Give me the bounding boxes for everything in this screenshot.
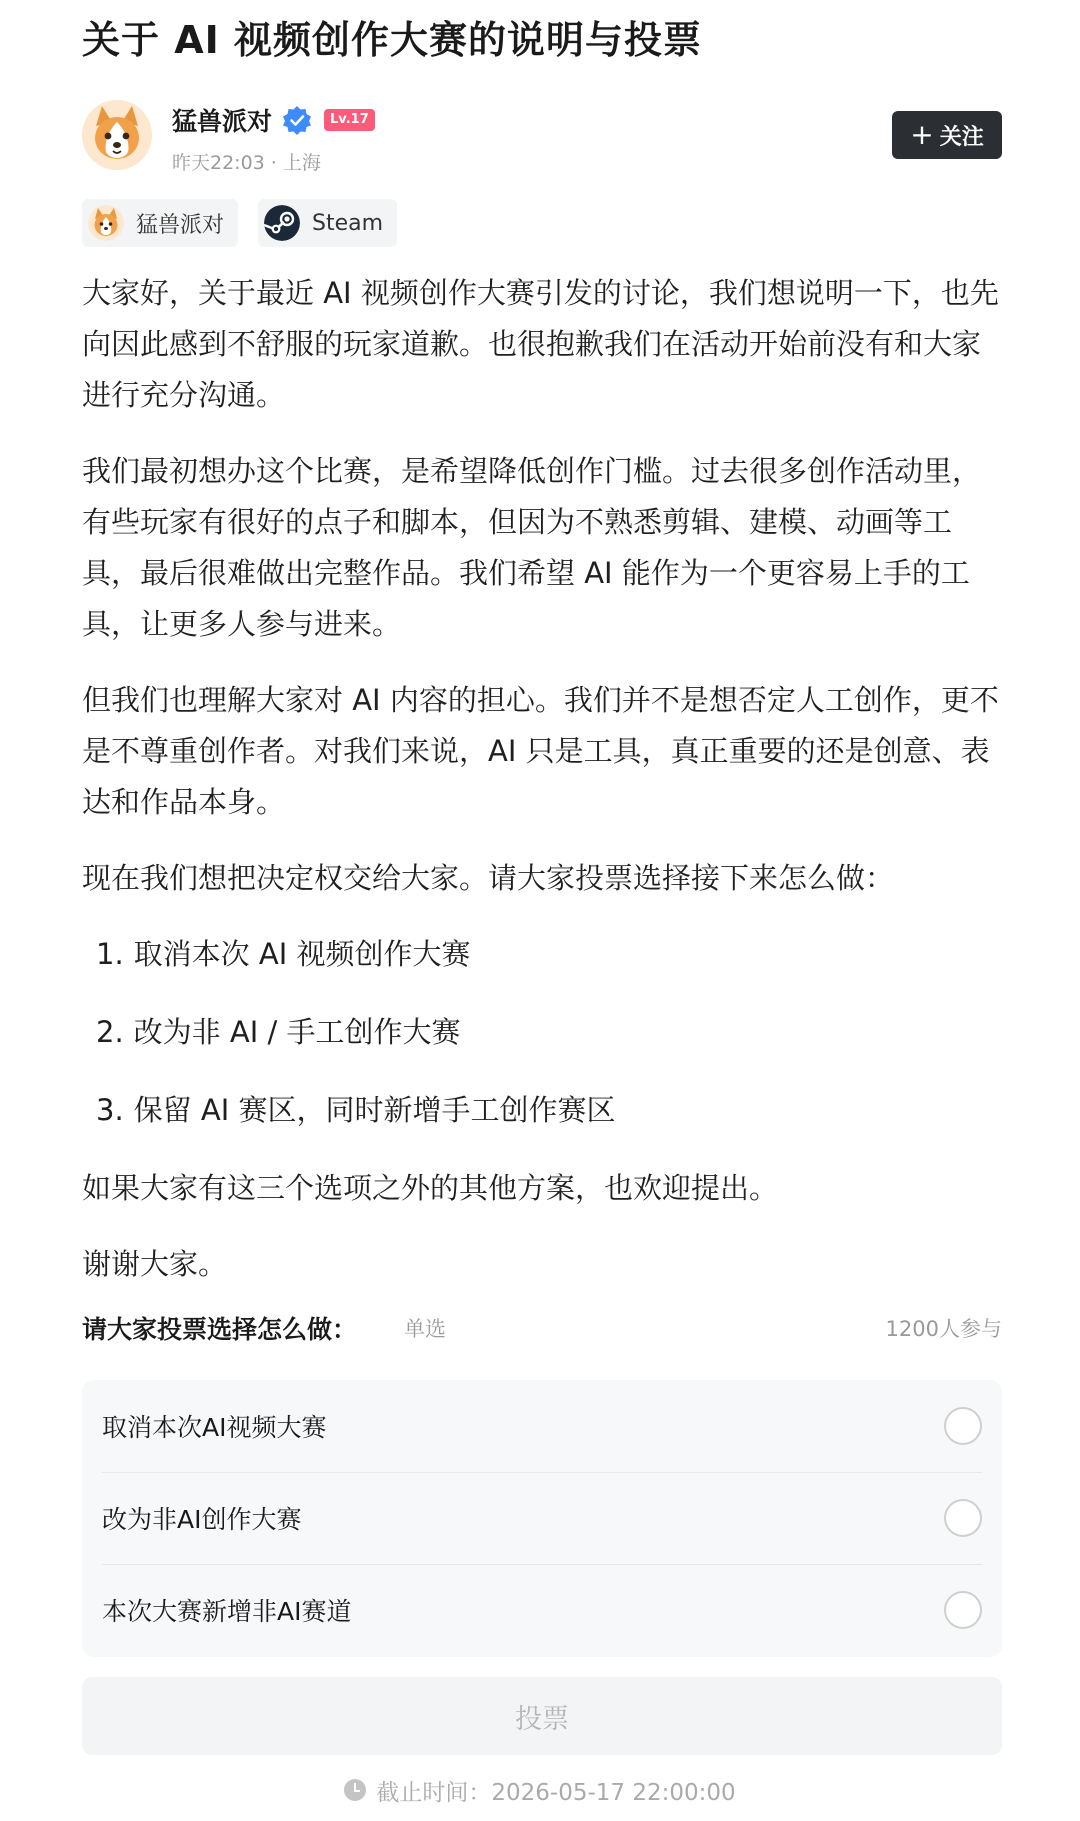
list-item — [96, 1085, 1002, 1136]
body-paragraph: 谢谢大家。 — [82, 1247, 228, 1281]
poll-type: 单选 — [404, 1317, 446, 1341]
clock-icon — [344, 1779, 366, 1801]
list-number: 3. — [96, 1093, 124, 1127]
tag-label: Steam — [312, 210, 384, 236]
author-name[interactable]: 猛兽派对 — [172, 107, 273, 136]
body-paragraph: 现在我们想把决定权交给大家。请大家投票选择接下来怎么做： — [82, 861, 895, 895]
post-title: 关于 AI 视频创作大赛的说明与投票 — [82, 18, 703, 62]
poll-option[interactable] — [82, 1380, 1002, 1472]
body-paragraph: 但我们也理解大家对 AI 内容的担心。我们并不是想否定人工创作，更不是不尊重创作者。对我们来说，AI 只是工具，真正重要的还是创意、表达和作品本身。 — [82, 683, 999, 819]
poll-option-label: 本次大赛新增非AI赛道 — [102, 1597, 352, 1626]
post-meta: 昨天22:03 · 上海 — [172, 152, 321, 174]
options-list — [82, 929, 1002, 1136]
list-text: 取消本次 AI 视频创作大赛 — [133, 937, 471, 971]
body-paragraph: 如果大家有这三个选项之外的其他方案，也欢迎提出。 — [82, 1171, 779, 1205]
radio-button[interactable] — [944, 1591, 982, 1629]
poll-option-label: 改为非AI创作大赛 — [102, 1505, 302, 1534]
list-item — [96, 1007, 1002, 1058]
tag-row — [82, 199, 397, 247]
corgi-avatar-icon — [82, 100, 152, 170]
poll-options — [82, 1380, 1002, 1657]
poll-participants: 1200人参与 — [885, 1317, 1002, 1341]
list-text: 改为非 AI / 手工创作大赛 — [133, 1015, 461, 1049]
corgi-avatar-icon — [88, 205, 124, 241]
post-body — [82, 268, 1002, 1315]
list-text: 保留 AI 赛区，同时新增手工创作赛区 — [133, 1093, 616, 1127]
vote-button[interactable]: 投票 — [82, 1677, 1002, 1755]
poll-deadline — [0, 1770, 1080, 1810]
poll-option[interactable] — [82, 1472, 1002, 1564]
poll-option-label: 取消本次AI视频大赛 — [102, 1413, 327, 1442]
follow-label: 关注 — [939, 124, 984, 150]
plus-icon: + — [910, 118, 934, 151]
tag-label: 猛兽派对 — [136, 212, 225, 238]
author-avatar[interactable] — [82, 100, 152, 170]
body-paragraph: 大家好，关于最近 AI 视频创作大赛引发的讨论，我们想说明一下，也先向因此感到不舒服的玩家道歉。也很抱歉我们在活动开始前没有和大家进行充分沟通。 — [82, 276, 999, 412]
poll-question: 请大家投票选择怎么做： — [82, 1315, 358, 1344]
verified-badge-icon — [282, 105, 312, 135]
list-item — [96, 929, 1002, 980]
list-number: 2. — [96, 1015, 124, 1049]
radio-button[interactable] — [944, 1407, 982, 1445]
steam-icon — [264, 205, 300, 241]
radio-button[interactable] — [944, 1499, 982, 1537]
level-badge: Lv.17 — [324, 109, 375, 131]
tag-game[interactable] — [82, 199, 238, 247]
deadline-text: 截止时间：2026-05-17 22:00:00 — [376, 1779, 736, 1806]
author-bar — [82, 100, 1002, 176]
body-paragraph: 我们最初想办这个比赛，是希望降低创作门槛。过去很多创作活动里，有些玩家有很好的点子和脚本，但因为不熟悉剪辑、建模、动画等工具，最后很难做出完整作品。我们希望 AI 能作为一个更容易上手的工具，让更多人参与进来。 — [82, 454, 982, 641]
tag-steam[interactable] — [258, 199, 397, 247]
list-number: 1. — [96, 937, 124, 971]
poll-header — [82, 1310, 1002, 1346]
follow-button[interactable] — [892, 111, 1002, 159]
poll-option[interactable] — [82, 1564, 1002, 1656]
